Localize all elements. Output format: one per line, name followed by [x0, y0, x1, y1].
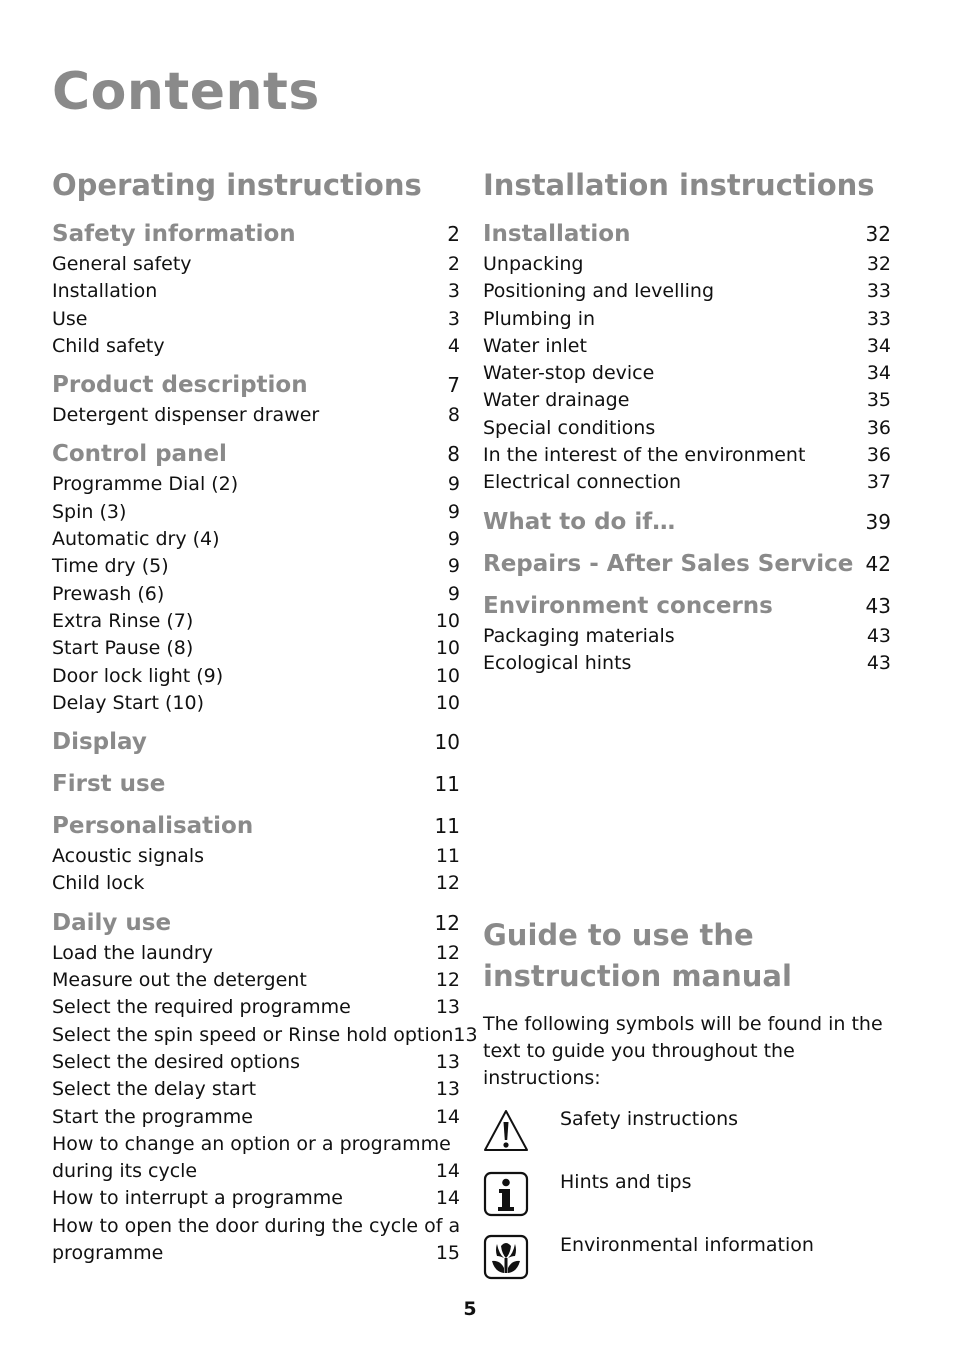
toc-entry-label: Programme Dial (2) — [52, 473, 239, 496]
toc-heading-label: Daily use — [52, 909, 172, 936]
toc-entry — [52, 1215, 460, 1242]
toc-entry — [52, 1160, 460, 1187]
toc-entry-label: In the interest of the environment — [483, 444, 806, 467]
toc-entry — [483, 253, 891, 280]
guide-section — [483, 915, 903, 1297]
toc-entry — [483, 335, 891, 362]
toc-heading-page: 11 — [434, 814, 460, 839]
guide-intro — [483, 1011, 903, 1092]
toc-section-heading — [52, 729, 460, 761]
warning-triangle-icon — [483, 1108, 529, 1154]
toc-entry-page: 3 — [447, 280, 460, 303]
toc-heading-label: First use — [52, 771, 166, 798]
toc-entry — [52, 1242, 460, 1269]
symbol-row-hints — [483, 1171, 903, 1234]
toc-entry-page: 9 — [447, 500, 460, 523]
toc-entry-label: Positioning and levelling — [483, 280, 715, 303]
toc-entry-label: Detergent dispenser drawer — [52, 404, 320, 427]
toc-entry-page: 9 — [447, 555, 460, 578]
toc-entry-label: Water drainage — [483, 389, 630, 412]
toc-entry-page: 10 — [435, 664, 460, 687]
toc-entry-page: 9 — [447, 582, 460, 605]
toc-entry — [52, 404, 460, 431]
toc-entry — [483, 280, 891, 307]
toc-heading-page: 10 — [434, 730, 460, 755]
toc-entry-page: 10 — [435, 609, 460, 632]
toc-section-heading — [483, 551, 891, 583]
toc-section — [52, 372, 460, 431]
toc-section — [52, 221, 460, 362]
toc-entry-label: programme — [52, 1242, 164, 1265]
toc-entry — [52, 528, 460, 555]
toc-entry-page: 13 — [435, 996, 460, 1019]
toc-section — [483, 593, 891, 680]
toc-entry-label: Water inlet — [483, 334, 587, 357]
toc-entry — [483, 471, 891, 498]
toc-entry — [52, 335, 460, 362]
toc-entry — [52, 942, 460, 969]
toc-entry-label: Child lock — [52, 872, 145, 895]
toc-section — [52, 909, 478, 1270]
toc-entry-page: 33 — [866, 307, 891, 330]
toc-entry-page: 10 — [435, 637, 460, 660]
toc-entry-label: General safety — [52, 253, 192, 275]
operating-sections — [52, 221, 478, 1269]
toc-entry — [52, 1133, 460, 1160]
toc-heading-page: 8 — [447, 442, 460, 467]
toc-heading-label: Installation — [483, 221, 631, 247]
toc-heading-label: Repairs - After Sales Service — [483, 550, 854, 577]
toc-section-heading — [483, 593, 891, 625]
toc-entry-label: How to interrupt a programme — [52, 1187, 343, 1210]
toc-entry — [52, 610, 460, 637]
symbol-label-hints: Hints and tips — [560, 1171, 692, 1193]
toc-entry-page: 14 — [435, 1160, 460, 1183]
toc-entry — [52, 473, 460, 500]
toc-heading-page: 7 — [447, 373, 460, 398]
toc-entry-page: 35 — [866, 389, 891, 412]
toc-heading-label: Safety information — [52, 221, 296, 247]
installation-instructions-title: Installation instructions — [483, 168, 875, 202]
toc-heading-label: Control panel — [52, 441, 227, 468]
toc-entry — [483, 362, 891, 389]
toc-section — [483, 221, 891, 499]
toc-entry-label: Spin (3) — [52, 500, 127, 523]
toc-entry — [52, 665, 460, 692]
symbol-row-environment — [483, 1234, 903, 1297]
toc-entry-page: 8 — [447, 404, 460, 427]
operating-instructions-title: Operating instructions — [52, 168, 422, 202]
toc-entry — [52, 1187, 460, 1214]
toc-entry-page: 34 — [866, 334, 891, 357]
toc-entry — [52, 583, 460, 610]
toc-entry — [483, 389, 891, 416]
toc-entry-label: Use — [52, 307, 88, 330]
toc-entry-page: 10 — [435, 691, 460, 714]
toc-section-heading — [52, 771, 460, 803]
toc-entry-page: 12 — [435, 969, 460, 992]
toc-entry-page: 34 — [866, 362, 891, 385]
toc-section-heading — [52, 910, 460, 942]
symbol-row-safety — [483, 1108, 903, 1171]
guide-intro-line2: text to guide you throughout the instructions: — [483, 1040, 795, 1089]
toc-entry-label: Packaging materials — [483, 624, 675, 647]
toc-entry-page: 37 — [866, 471, 891, 494]
toc-entry-page: 32 — [866, 253, 891, 275]
toc-section — [483, 551, 891, 583]
toc-entry — [483, 417, 891, 444]
toc-entry-page: 13 — [435, 1078, 460, 1101]
toc-heading-page: 42 — [865, 551, 891, 576]
guide-intro-line1: The following symbols will be found in the — [483, 1013, 883, 1035]
toc-entry — [52, 1023, 478, 1051]
symbol-label-environment: Environmental information — [560, 1234, 814, 1256]
toc-section — [52, 771, 460, 803]
toc-heading-page: 39 — [865, 509, 891, 534]
toc-entry-page: 33 — [866, 280, 891, 303]
toc-entry-page: 4 — [447, 334, 460, 357]
guide-title — [483, 915, 903, 997]
toc-entry — [52, 280, 460, 307]
toc-entry-label: How to change an option or a programme — [52, 1132, 451, 1155]
toc-section — [483, 509, 891, 541]
toc-entry — [483, 625, 891, 652]
toc-entry-page: 13 — [453, 1023, 478, 1046]
installation-instructions-column — [483, 166, 891, 689]
toc-entry — [52, 308, 460, 335]
toc-entry-label: Load the laundry — [52, 941, 213, 964]
toc-entry-page: 36 — [866, 444, 891, 467]
toc-entry-page: 9 — [447, 528, 460, 551]
toc-entry-page: 43 — [866, 651, 891, 674]
guide-title-line2: instruction manual — [483, 959, 792, 993]
toc-heading-label: What to do if… — [483, 508, 676, 535]
toc-entry — [52, 692, 460, 719]
toc-entry-page: 13 — [435, 1050, 460, 1073]
toc-section-heading — [52, 221, 460, 253]
toc-entry-label: Installation — [52, 280, 158, 303]
toc-entry — [52, 1106, 460, 1133]
page-number: 5 — [463, 1298, 477, 1320]
toc-entry — [52, 637, 460, 664]
toc-entry-page: 12 — [435, 941, 460, 964]
toc-entry-label: Time dry (5) — [52, 555, 169, 578]
toc-entry-label: Water-stop device — [483, 362, 655, 385]
info-icon — [483, 1171, 529, 1217]
toc-entry-label: Extra Rinse (7) — [52, 609, 194, 632]
toc-heading-label: Product description — [52, 372, 308, 399]
toc-entry — [52, 555, 460, 582]
toc-entry — [52, 1078, 460, 1105]
toc-entry-page: 11 — [435, 845, 460, 868]
toc-entry-label: Door lock light (9) — [52, 664, 224, 687]
toc-entry-label: Start Pause (8) — [52, 637, 194, 660]
toc-entry — [52, 253, 460, 280]
toc-entry-page: 14 — [435, 1187, 460, 1210]
toc-entry-label: Automatic dry (4) — [52, 528, 220, 551]
toc-entry — [483, 444, 891, 471]
toc-entry-label: Acoustic signals — [52, 845, 204, 868]
toc-entry — [52, 501, 460, 528]
toc-entry — [52, 969, 460, 996]
toc-entry-label: Select the required programme — [52, 996, 351, 1019]
toc-entry — [52, 845, 460, 872]
toc-heading-label: Environment concerns — [483, 592, 773, 619]
toc-entry — [52, 872, 460, 899]
toc-heading-page: 32 — [865, 222, 891, 246]
toc-entry-page: 3 — [447, 307, 460, 330]
page-title: Contents — [52, 62, 320, 122]
toc-entry-page: 36 — [866, 416, 891, 439]
toc-entry-label: Ecological hints — [483, 651, 632, 674]
toc-entry-label: Start the programme — [52, 1105, 253, 1128]
guide-title-line1: Guide to use the — [483, 918, 754, 952]
toc-entry-label: Child safety — [52, 334, 165, 357]
toc-heading-label: Personalisation — [52, 813, 254, 840]
toc-entry-label: Delay Start (10) — [52, 691, 204, 714]
toc-entry-page: 2 — [447, 253, 460, 275]
toc-entry-label: during its cycle — [52, 1160, 198, 1183]
toc-entry-label: Measure out the detergent — [52, 969, 307, 992]
toc-entry-label: Prewash (6) — [52, 582, 165, 605]
toc-section — [52, 813, 460, 900]
toc-section-heading — [52, 441, 460, 473]
toc-heading-page: 11 — [434, 772, 460, 797]
toc-entry-page: 15 — [435, 1242, 460, 1265]
toc-section — [52, 729, 460, 761]
flower-icon — [483, 1234, 529, 1280]
toc-entry-label: Select the spin speed or Rinse hold option — [52, 1023, 454, 1046]
toc-entry-label: Unpacking — [483, 253, 584, 275]
toc-entry-page: 43 — [866, 624, 891, 647]
toc-heading-label: Display — [52, 729, 147, 756]
toc-heading-page: 2 — [447, 222, 460, 246]
toc-section-heading — [483, 509, 891, 541]
toc-entry-page: 9 — [447, 473, 460, 496]
toc-section-heading — [52, 813, 460, 845]
toc-entry-label: How to open the door during the cycle of a — [52, 1214, 461, 1237]
toc-entry — [52, 1051, 460, 1078]
toc-heading-page: 43 — [865, 593, 891, 618]
toc-entry-label: Plumbing in — [483, 307, 596, 330]
toc-entry — [483, 308, 891, 335]
toc-entry-page: 14 — [435, 1105, 460, 1128]
toc-section-heading — [483, 221, 891, 253]
toc-section-heading — [52, 372, 460, 404]
operating-instructions-column — [52, 166, 478, 1279]
toc-entry-label: Select the desired options — [52, 1050, 300, 1073]
toc-entry-label: Select the delay start — [52, 1078, 257, 1101]
toc-entry-page: 12 — [435, 872, 460, 895]
toc-entry — [52, 996, 460, 1023]
toc-entry — [483, 652, 891, 679]
symbol-label-safety: Safety instructions — [560, 1108, 739, 1130]
installation-sections — [483, 221, 891, 679]
toc-entry-label: Special conditions — [483, 416, 656, 439]
toc-entry-label: Electrical connection — [483, 471, 682, 494]
toc-section — [52, 441, 460, 719]
toc-heading-page: 12 — [434, 910, 460, 935]
